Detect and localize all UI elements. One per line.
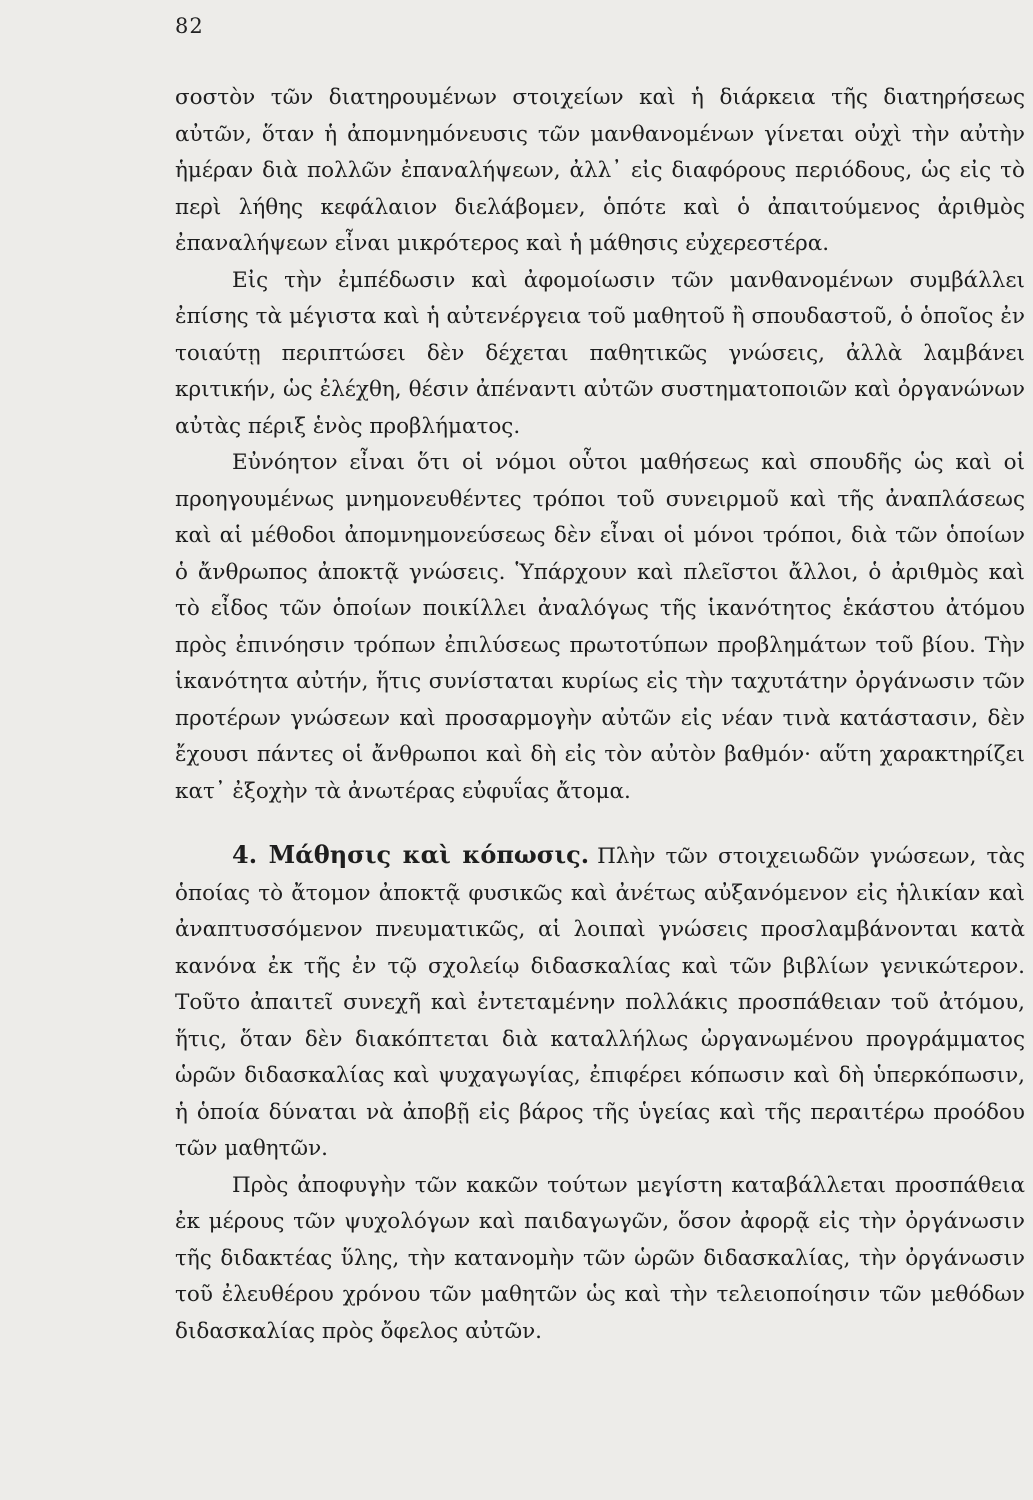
paragraph-self-activity: Εἰς τὴν ἐμπέδωσιν καὶ ἀφομοίωσιν τῶν μανθανομένων συμβάλλει ἐπίσης τὰ μέγιστα καὶ ἡ αὐτενέργεια τοῦ μαθητοῦ ἢ σπουδαστοῦ, ὁ ὁποῖος ἐν τοιαύτῃ περιπτώσει δὲν δέχεται παθητικῶς γνώσεις, ἀλλὰ λαμβάνει κριτικήν, ὡς ἐλέχθη, θέσιν ἀπέναντι αὐτῶν συστηματοποιῶν καὶ ὀργανώνων αὐτὰς πέριξ ἑνὸς προβλήματος. bbox=[175, 267, 1025, 439]
section-heading: 4. Μάθησις καὶ κόπωσις. bbox=[232, 840, 590, 869]
page-number: 82 bbox=[175, 14, 204, 38]
paragraph-continuation: σοστὸν τῶν διατηρουμένων στοιχείων καὶ ἡ διάρκεια τῆς διατηρήσεως αὐτῶν, ὅταν ἡ ἀπομνημόνευσις τῶν μανθανομένων γίνεται οὐχὶ τὴν αὐτὴν ἡμέραν διὰ πολλῶν ἐπαναλήψεων, ἀλλ᾽ εἰς διαφόρους περιόδους, ὡς εἰς τὸ περὶ λήθης κεφάλαιον διελάβομεν, ὁπότε καὶ ὁ ἀπαιτούμενος ἀριθμὸς ἐπαναλήψεων εἶναι μικρότερος καὶ ἡ μάθησις εὐχερεστέρα. bbox=[175, 85, 1025, 256]
paragraph-avoidance: Πρὸς ἀποφυγὴν τῶν κακῶν τούτων μεγίστη καταβάλλεται προσπάθεια ἐκ μέρους τῶν ψυχολόγων καὶ παιδαγωγῶν, ὅσον ἀφορᾷ εἰς τὴν ὀργάνωσιν τῆς διδακτέας ὕλης, τὴν κατανομὴν τῶν ὡρῶν διδασκαλίας, τὴν ὀργάνωσιν τοῦ ἐλευθέρου χρόνου τῶν μαθητῶν ὡς καὶ τὴν τελειοποίησιν τῶν μεθόδων διδασκαλίας πρὸς ὄφελος αὐτῶν. bbox=[175, 1172, 1025, 1344]
body-text bbox=[175, 80, 1025, 1350]
section-learning-fatigue bbox=[175, 837, 1025, 1168]
paragraph-learning-methods: Εὐνόητον εἶναι ὅτι οἱ νόμοι οὗτοι μαθήσεως καὶ σπουδῆς ὡς καὶ οἱ προηγουμένως μνημονευθέντες τρόποι τοῦ συνειρμοῦ καὶ τῆς ἀναπλάσεως καὶ αἱ μέθοδοι ἀπομνημονεύσεως δὲν εἶναι οἱ μόνοι τρόποι, διὰ τῶν ὁποίων ὁ ἄνθρωπος ἀποκτᾷ γνώσεις. Ὑπάρχουν καὶ πλεῖστοι ἄλλοι, ὁ ἀριθμὸς καὶ τὸ εἶδος τῶν ὁποίων ποικίλλει ἀναλόγως τῆς ἱκανότητος ἑκάστου ἀτόμου πρὸς ἐπινόησιν τρόπων ἐπιλύσεως πρωτοτύπων προβλημάτων τοῦ βίου. Τὴν ἱκανότητα αὐτήν, ἥτις συνίσταται κυρίως εἰς τὴν ταχυτάτην ὀργάνωσιν τῶν προτέρων γνώσεων καὶ προσαρμογὴν αὐτῶν εἰς νέαν τινὰ κατάστασιν, δὲν ἔχουσι πάντες οἱ ἄνθρωποι καὶ δὴ εἰς τὸν αὐτὸν βαθμόν· αὕτη χαρακτηρίζει κατ᾽ ἐξοχὴν τὰ ἀνωτέρας εὐφυΐας ἄτομα. bbox=[175, 450, 1025, 804]
section-paragraph-text: Πλὴν τῶν στοιχειωδῶν γνώσεων, τὰς ὁποίας τὸ ἄτομον ἀποκτᾷ φυσικῶς καὶ ἀνέτως αὐξανόμενον εἰς ἡλικίαν καὶ ἀναπτυσσόμενον πνευματικῶς, αἱ λοιπαὶ γνώσεις προσλαμβάνονται κατὰ κανόνα ἐκ τῆς ἐν τῷ σχολείῳ διδασκαλίας καὶ τῶν βιβλίων γενικώτερον. Τοῦτο ἀπαιτεῖ συνεχῆ καὶ ἐντεταμένην πολλάκις προσπάθειαν τοῦ ἀτόμου, ἥτις, ὅταν δὲν διακόπτεται διὰ καταλλήλως ὠργανωμένου προγράμματος ὡρῶν διδασκαλίας καὶ ψυχαγωγίας, ἐπιφέρει κόπωσιν καὶ δὴ ὑπερκόπωσιν, ἡ ὁποία δύναται νὰ ἀποβῇ εἰς βάρος τῆς ὑγείας καὶ τῆς περαιτέρω προόδου τῶν μαθητῶν. bbox=[175, 844, 1026, 1161]
